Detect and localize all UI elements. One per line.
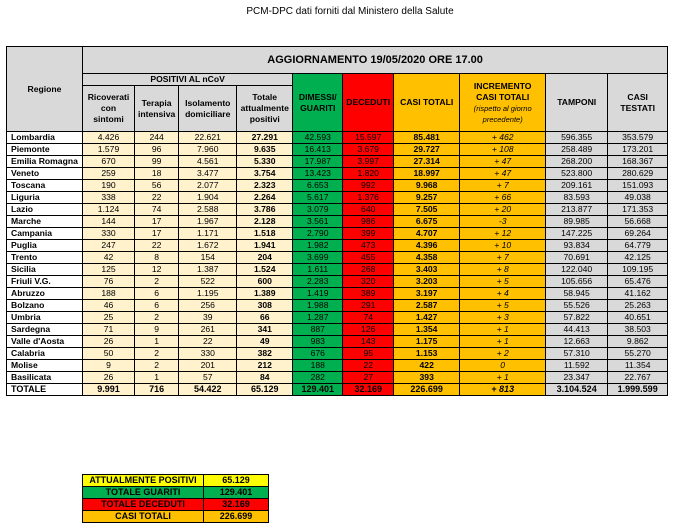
table-row <box>7 216 668 228</box>
cell-deceduti: 126 <box>343 324 394 336</box>
cell-dimessi: 13.423 <box>293 168 343 180</box>
header-totale-positivi: Totale attualmente positivi <box>237 86 293 132</box>
cell-casi: 1.427 <box>394 312 460 324</box>
cell-tamponi: 55.526 <box>546 300 608 312</box>
cell-tamponi: 93.834 <box>546 240 608 252</box>
cell-incremento: + 2 <box>460 348 546 360</box>
cell-terapia: 6 <box>135 300 179 312</box>
header-aggiornamento: AGGIORNAMENTO 19/05/2020 ORE 17.00 <box>83 47 668 74</box>
cell-tamponi: 57.822 <box>546 312 608 324</box>
cell-totale: 1.389 <box>237 288 293 300</box>
cell-ricoverati: 9 <box>83 360 135 372</box>
cell-dimessi: 983 <box>293 336 343 348</box>
cell-ricoverati: 144 <box>83 216 135 228</box>
cell-isolamento: 22 <box>179 336 237 348</box>
summary-label: TOTALE GUARITI <box>83 487 204 499</box>
table-row <box>7 312 668 324</box>
cell-regione: Veneto <box>7 168 83 180</box>
cell-ricoverati: 330 <box>83 228 135 240</box>
covid-data-table <box>6 46 668 396</box>
cell-deceduti: 3.679 <box>343 144 394 156</box>
header-positivi: POSITIVI AL nCoV <box>83 74 293 86</box>
cell-dimessi: 676 <box>293 348 343 360</box>
total-deceduti: 32.169 <box>343 384 394 396</box>
cell-casi: 18.997 <box>394 168 460 180</box>
cell-terapia: 17 <box>135 216 179 228</box>
cell-tamponi: 258.489 <box>546 144 608 156</box>
cell-testati: 109.195 <box>608 264 668 276</box>
summary-label: TOTALE DECEDUTI <box>83 499 204 511</box>
cell-regione: Bolzano <box>7 300 83 312</box>
cell-deceduti: 95 <box>343 348 394 360</box>
cell-testati: 41.162 <box>608 288 668 300</box>
cell-deceduti: 1.376 <box>343 192 394 204</box>
cell-casi: 2.587 <box>394 300 460 312</box>
summary-value: 129.401 <box>204 487 269 499</box>
cell-regione: Molise <box>7 360 83 372</box>
cell-dimessi: 282 <box>293 372 343 384</box>
cell-casi: 422 <box>394 360 460 372</box>
cell-isolamento: 1.672 <box>179 240 237 252</box>
cell-tamponi: 89.985 <box>546 216 608 228</box>
cell-incremento: + 8 <box>460 264 546 276</box>
cell-incremento: + 108 <box>460 144 546 156</box>
cell-casi: 3.197 <box>394 288 460 300</box>
cell-isolamento: 330 <box>179 348 237 360</box>
cell-dimessi: 42.593 <box>293 132 343 144</box>
total-ricoverati: 9.991 <box>83 384 135 396</box>
cell-regione: Calabria <box>7 348 83 360</box>
header-terapia: Terapia intensiva <box>135 86 179 132</box>
summary-row <box>83 511 269 523</box>
cell-casi: 6.675 <box>394 216 460 228</box>
cell-testati: 49.038 <box>608 192 668 204</box>
cell-testati: 42.125 <box>608 252 668 264</box>
cell-casi: 3.403 <box>394 264 460 276</box>
cell-deceduti: 640 <box>343 204 394 216</box>
cell-isolamento: 261 <box>179 324 237 336</box>
cell-tamponi: 57.310 <box>546 348 608 360</box>
summary-label: ATTUALMENTE POSITIVI <box>83 475 204 487</box>
cell-regione: Umbria <box>7 312 83 324</box>
total-casi: 226.699 <box>394 384 460 396</box>
cell-dimessi: 1.988 <box>293 300 343 312</box>
cell-terapia: 18 <box>135 168 179 180</box>
cell-regione: Marche <box>7 216 83 228</box>
total-label: TOTALE <box>7 384 83 396</box>
header-regione: Regione <box>7 47 83 132</box>
cell-isolamento: 1.387 <box>179 264 237 276</box>
cell-testati: 353.579 <box>608 132 668 144</box>
cell-isolamento: 201 <box>179 360 237 372</box>
cell-isolamento: 522 <box>179 276 237 288</box>
header-casi-testati: CASI TESTATI <box>608 74 668 132</box>
cell-terapia: 56 <box>135 180 179 192</box>
cell-tamponi: 70.691 <box>546 252 608 264</box>
cell-ricoverati: 338 <box>83 192 135 204</box>
cell-ricoverati: 76 <box>83 276 135 288</box>
cell-isolamento: 7.960 <box>179 144 237 156</box>
summary-table <box>82 474 269 523</box>
cell-dimessi: 1.611 <box>293 264 343 276</box>
cell-totale: 1.518 <box>237 228 293 240</box>
header-incremento-label: INCREMENTO CASI TOTALI <box>473 80 532 102</box>
cell-isolamento: 2.077 <box>179 180 237 192</box>
total-row <box>7 384 668 396</box>
cell-tamponi: 83.593 <box>546 192 608 204</box>
table-row <box>7 336 668 348</box>
cell-tamponi: 213.877 <box>546 204 608 216</box>
cell-totale: 5.330 <box>237 156 293 168</box>
cell-incremento: + 12 <box>460 228 546 240</box>
total-dimessi: 129.401 <box>293 384 343 396</box>
cell-deceduti: 291 <box>343 300 394 312</box>
cell-deceduti: 389 <box>343 288 394 300</box>
cell-deceduti: 986 <box>343 216 394 228</box>
cell-deceduti: 74 <box>343 312 394 324</box>
cell-totale: 49 <box>237 336 293 348</box>
cell-isolamento: 22.621 <box>179 132 237 144</box>
cell-tamponi: 44.413 <box>546 324 608 336</box>
summary-value: 226.699 <box>204 511 269 523</box>
cell-casi: 4.396 <box>394 240 460 252</box>
table-row <box>7 288 668 300</box>
cell-isolamento: 57 <box>179 372 237 384</box>
header-dimessi: DIMESSI/ GUARITI <box>293 74 343 132</box>
cell-ricoverati: 71 <box>83 324 135 336</box>
cell-terapia: 22 <box>135 192 179 204</box>
cell-totale: 2.323 <box>237 180 293 192</box>
cell-tamponi: 268.200 <box>546 156 608 168</box>
table-row <box>7 132 668 144</box>
cell-deceduti: 399 <box>343 228 394 240</box>
header-ricoverati: Ricoverati con sintomi <box>83 86 135 132</box>
cell-ricoverati: 26 <box>83 336 135 348</box>
page-title: PCM-DPC dati forniti dal Ministero della Salute <box>246 6 454 17</box>
cell-totale: 308 <box>237 300 293 312</box>
cell-testati: 280.629 <box>608 168 668 180</box>
cell-terapia: 2 <box>135 276 179 288</box>
cell-incremento: + 7 <box>460 252 546 264</box>
cell-terapia: 96 <box>135 144 179 156</box>
cell-deceduti: 22 <box>343 360 394 372</box>
cell-testati: 171.353 <box>608 204 668 216</box>
table-row <box>7 360 668 372</box>
cell-terapia: 9 <box>135 324 179 336</box>
table-row <box>7 372 668 384</box>
table-row <box>7 192 668 204</box>
cell-regione: Campania <box>7 228 83 240</box>
cell-dimessi: 1.982 <box>293 240 343 252</box>
cell-terapia: 2 <box>135 360 179 372</box>
cell-ricoverati: 188 <box>83 288 135 300</box>
cell-tamponi: 523.800 <box>546 168 608 180</box>
cell-incremento: + 47 <box>460 156 546 168</box>
table-row <box>7 168 668 180</box>
table-row <box>7 156 668 168</box>
cell-terapia: 12 <box>135 264 179 276</box>
cell-casi: 29.727 <box>394 144 460 156</box>
cell-isolamento: 39 <box>179 312 237 324</box>
summary-row <box>83 499 269 511</box>
cell-dimessi: 3.079 <box>293 204 343 216</box>
cell-regione: Lombardia <box>7 132 83 144</box>
total-isolamento: 54.422 <box>179 384 237 396</box>
table-row <box>7 204 668 216</box>
cell-ricoverati: 4.426 <box>83 132 135 144</box>
cell-regione: Liguria <box>7 192 83 204</box>
cell-isolamento: 154 <box>179 252 237 264</box>
cell-tamponi: 105.656 <box>546 276 608 288</box>
cell-terapia: 17 <box>135 228 179 240</box>
cell-deceduti: 992 <box>343 180 394 192</box>
header-incremento <box>460 74 546 132</box>
cell-testati: 168.367 <box>608 156 668 168</box>
cell-incremento: 0 <box>460 360 546 372</box>
cell-totale: 204 <box>237 252 293 264</box>
cell-deceduti: 27 <box>343 372 394 384</box>
cell-isolamento: 1.171 <box>179 228 237 240</box>
cell-dimessi: 17.987 <box>293 156 343 168</box>
header-tamponi: TAMPONI <box>546 74 608 132</box>
cell-totale: 27.291 <box>237 132 293 144</box>
table-row <box>7 348 668 360</box>
summary-label: CASI TOTALI <box>83 511 204 523</box>
cell-regione: Piemonte <box>7 144 83 156</box>
cell-ricoverati: 125 <box>83 264 135 276</box>
cell-casi: 9.968 <box>394 180 460 192</box>
cell-isolamento: 2.588 <box>179 204 237 216</box>
cell-incremento: + 5 <box>460 300 546 312</box>
cell-ricoverati: 670 <box>83 156 135 168</box>
cell-regione: Lazio <box>7 204 83 216</box>
cell-tamponi: 209.161 <box>546 180 608 192</box>
table-row <box>7 324 668 336</box>
cell-testati: 173.201 <box>608 144 668 156</box>
cell-dimessi: 188 <box>293 360 343 372</box>
cell-isolamento: 4.561 <box>179 156 237 168</box>
cell-dimessi: 3.699 <box>293 252 343 264</box>
cell-testati: 151.093 <box>608 180 668 192</box>
cell-terapia: 244 <box>135 132 179 144</box>
cell-testati: 40.651 <box>608 312 668 324</box>
cell-incremento: + 47 <box>460 168 546 180</box>
cell-isolamento: 1.904 <box>179 192 237 204</box>
cell-tamponi: 122.040 <box>546 264 608 276</box>
cell-isolamento: 256 <box>179 300 237 312</box>
cell-casi: 3.203 <box>394 276 460 288</box>
cell-incremento: + 4 <box>460 288 546 300</box>
cell-incremento: + 1 <box>460 372 546 384</box>
cell-ricoverati: 42 <box>83 252 135 264</box>
cell-terapia: 22 <box>135 240 179 252</box>
cell-testati: 65.476 <box>608 276 668 288</box>
header-deceduti: DECEDUTI <box>343 74 394 132</box>
cell-dimessi: 2.283 <box>293 276 343 288</box>
cell-incremento: + 462 <box>460 132 546 144</box>
table-row <box>7 144 668 156</box>
total-positivi: 65.129 <box>237 384 293 396</box>
cell-terapia: 8 <box>135 252 179 264</box>
cell-regione: Toscana <box>7 180 83 192</box>
cell-deceduti: 143 <box>343 336 394 348</box>
cell-regione: Emilia Romagna <box>7 156 83 168</box>
header-casi-totali: CASI TOTALI <box>394 74 460 132</box>
cell-dimessi: 5.617 <box>293 192 343 204</box>
cell-totale: 2.128 <box>237 216 293 228</box>
cell-totale: 1.524 <box>237 264 293 276</box>
cell-deceduti: 320 <box>343 276 394 288</box>
summary-value: 65.129 <box>204 475 269 487</box>
cell-casi: 1.354 <box>394 324 460 336</box>
cell-incremento: + 66 <box>460 192 546 204</box>
cell-ricoverati: 190 <box>83 180 135 192</box>
cell-casi: 1.175 <box>394 336 460 348</box>
cell-totale: 66 <box>237 312 293 324</box>
table-row <box>7 252 668 264</box>
cell-dimessi: 1.419 <box>293 288 343 300</box>
cell-tamponi: 58.945 <box>546 288 608 300</box>
cell-incremento: -3 <box>460 216 546 228</box>
table-row <box>7 264 668 276</box>
table-row <box>7 300 668 312</box>
cell-ricoverati: 1.579 <box>83 144 135 156</box>
cell-dimessi: 1.287 <box>293 312 343 324</box>
cell-terapia: 1 <box>135 372 179 384</box>
table-row <box>7 276 668 288</box>
cell-deceduti: 15.597 <box>343 132 394 144</box>
cell-regione: Trento <box>7 252 83 264</box>
summary-value: 32.169 <box>204 499 269 511</box>
cell-totale: 341 <box>237 324 293 336</box>
cell-ricoverati: 247 <box>83 240 135 252</box>
cell-casi: 4.358 <box>394 252 460 264</box>
total-incremento: + 813 <box>460 384 546 396</box>
cell-regione: Basilicata <box>7 372 83 384</box>
table-row <box>7 240 668 252</box>
cell-testati: 64.779 <box>608 240 668 252</box>
cell-ricoverati: 259 <box>83 168 135 180</box>
cell-casi: 1.153 <box>394 348 460 360</box>
cell-isolamento: 3.477 <box>179 168 237 180</box>
cell-deceduti: 268 <box>343 264 394 276</box>
cell-testati: 11.354 <box>608 360 668 372</box>
cell-totale: 382 <box>237 348 293 360</box>
cell-deceduti: 3.997 <box>343 156 394 168</box>
header-incremento-sub: (rispetto al giorno precedente) <box>473 103 532 124</box>
cell-terapia: 99 <box>135 156 179 168</box>
cell-ricoverati: 25 <box>83 312 135 324</box>
cell-dimessi: 6.653 <box>293 180 343 192</box>
cell-casi: 393 <box>394 372 460 384</box>
cell-testati: 9.862 <box>608 336 668 348</box>
total-tamponi: 3.104.524 <box>546 384 608 396</box>
cell-tamponi: 23.347 <box>546 372 608 384</box>
cell-casi: 27.314 <box>394 156 460 168</box>
total-terapia: 716 <box>135 384 179 396</box>
cell-regione: Sardegna <box>7 324 83 336</box>
table-row <box>7 228 668 240</box>
cell-ricoverati: 50 <box>83 348 135 360</box>
cell-terapia: 2 <box>135 312 179 324</box>
cell-testati: 22.767 <box>608 372 668 384</box>
cell-dimessi: 16.413 <box>293 144 343 156</box>
header-isolamento: Isolamento domiciliare <box>179 86 237 132</box>
cell-testati: 25.263 <box>608 300 668 312</box>
cell-testati: 55.270 <box>608 348 668 360</box>
summary-row <box>83 475 269 487</box>
cell-tamponi: 147.225 <box>546 228 608 240</box>
table-body <box>7 132 668 384</box>
cell-regione: Sicilia <box>7 264 83 276</box>
cell-deceduti: 455 <box>343 252 394 264</box>
cell-terapia: 1 <box>135 336 179 348</box>
cell-casi: 85.481 <box>394 132 460 144</box>
cell-incremento: + 7 <box>460 180 546 192</box>
cell-deceduti: 1.820 <box>343 168 394 180</box>
cell-tamponi: 12.663 <box>546 336 608 348</box>
cell-totale: 84 <box>237 372 293 384</box>
cell-ricoverati: 26 <box>83 372 135 384</box>
cell-ricoverati: 46 <box>83 300 135 312</box>
cell-incremento: + 5 <box>460 276 546 288</box>
cell-testati: 38.503 <box>608 324 668 336</box>
cell-incremento: + 1 <box>460 336 546 348</box>
cell-incremento: + 3 <box>460 312 546 324</box>
cell-regione: Friuli V.G. <box>7 276 83 288</box>
cell-totale: 3.786 <box>237 204 293 216</box>
cell-totale: 2.264 <box>237 192 293 204</box>
cell-terapia: 2 <box>135 348 179 360</box>
cell-isolamento: 1.195 <box>179 288 237 300</box>
total-testati: 1.999.599 <box>608 384 668 396</box>
cell-totale: 1.941 <box>237 240 293 252</box>
cell-ricoverati: 1.124 <box>83 204 135 216</box>
cell-regione: Puglia <box>7 240 83 252</box>
cell-incremento: + 1 <box>460 324 546 336</box>
cell-tamponi: 596.355 <box>546 132 608 144</box>
table-row <box>7 180 668 192</box>
cell-regione: Valle d'Aosta <box>7 336 83 348</box>
cell-totale: 600 <box>237 276 293 288</box>
cell-casi: 7.505 <box>394 204 460 216</box>
cell-totale: 9.635 <box>237 144 293 156</box>
summary-row <box>83 487 269 499</box>
cell-terapia: 74 <box>135 204 179 216</box>
cell-regione: Abruzzo <box>7 288 83 300</box>
cell-incremento: + 10 <box>460 240 546 252</box>
cell-dimessi: 3.561 <box>293 216 343 228</box>
cell-dimessi: 2.790 <box>293 228 343 240</box>
cell-totale: 3.754 <box>237 168 293 180</box>
cell-isolamento: 1.967 <box>179 216 237 228</box>
cell-casi: 9.257 <box>394 192 460 204</box>
cell-testati: 56.668 <box>608 216 668 228</box>
cell-deceduti: 473 <box>343 240 394 252</box>
cell-terapia: 6 <box>135 288 179 300</box>
cell-incremento: + 20 <box>460 204 546 216</box>
cell-casi: 4.707 <box>394 228 460 240</box>
cell-totale: 212 <box>237 360 293 372</box>
cell-dimessi: 887 <box>293 324 343 336</box>
cell-testati: 69.264 <box>608 228 668 240</box>
cell-tamponi: 11.592 <box>546 360 608 372</box>
